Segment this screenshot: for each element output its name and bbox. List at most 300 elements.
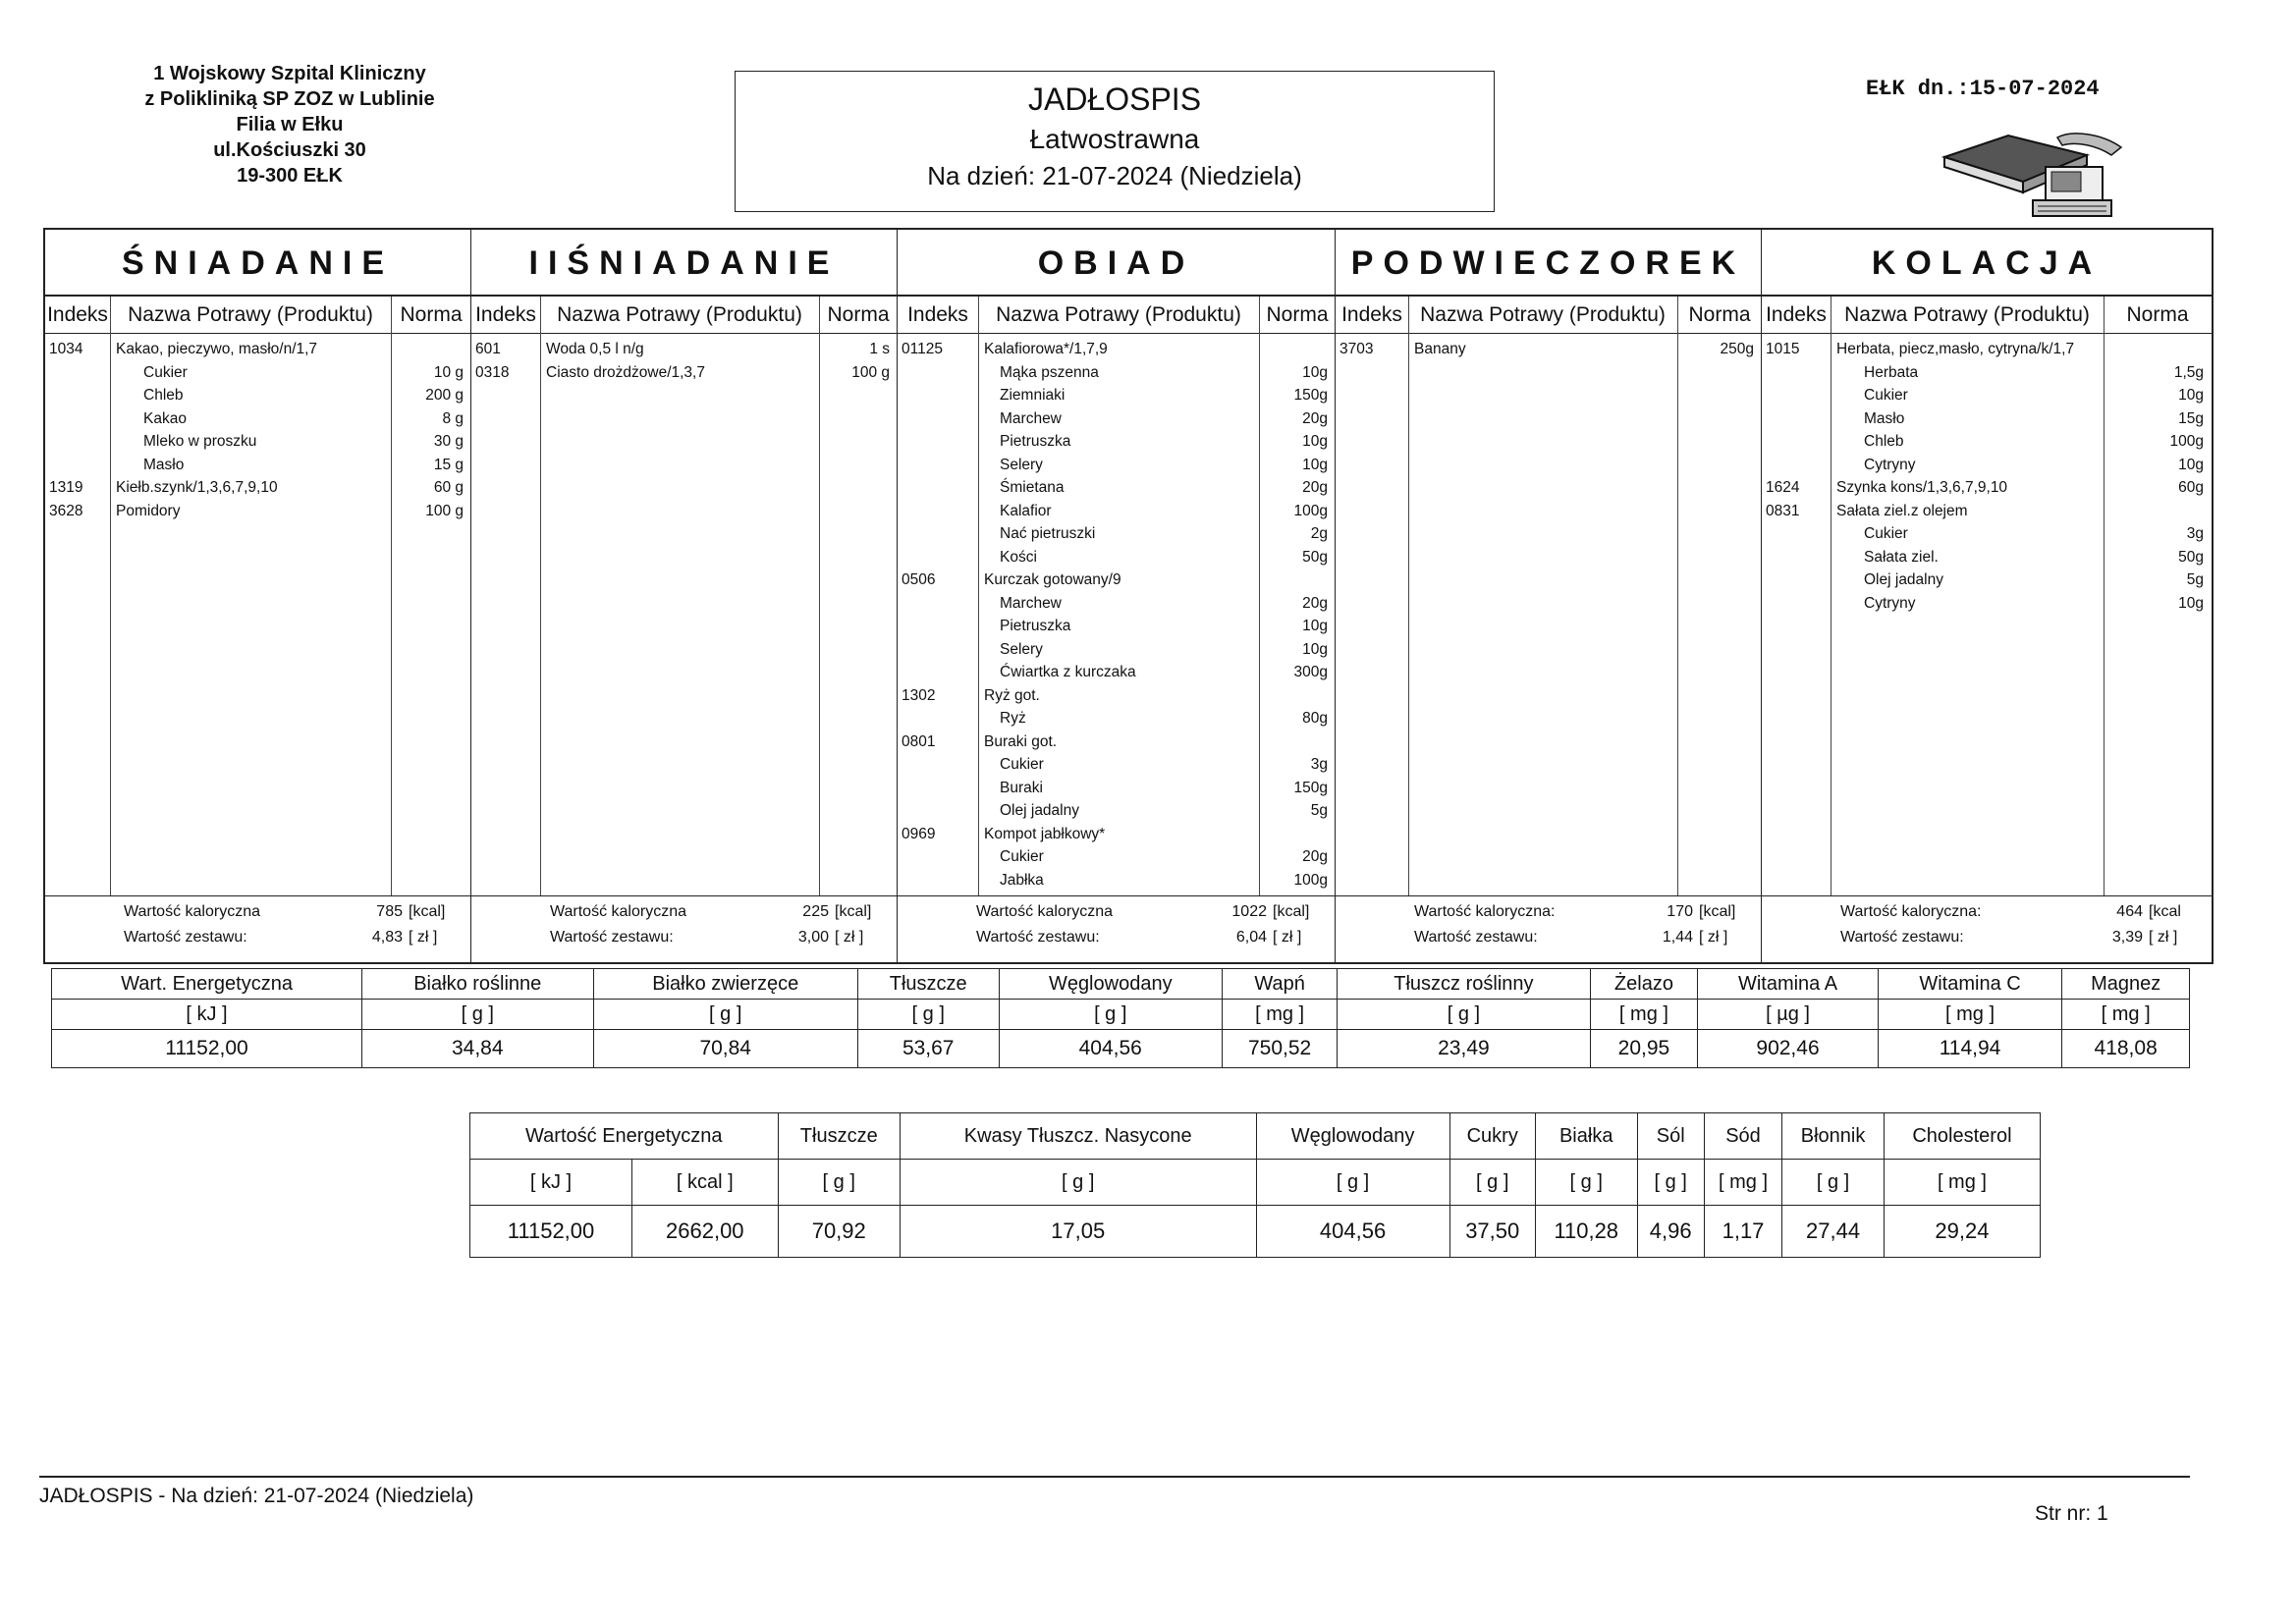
ingredient-name: Jabłka — [1000, 871, 1044, 889]
summary-divider — [471, 895, 897, 896]
meal-title: OBIAD — [898, 230, 1335, 297]
diet-name: Łatwostrawna — [1029, 124, 1200, 154]
ingredient-name: Selery — [1000, 456, 1043, 473]
ingredient-name: Selery — [1000, 640, 1043, 658]
item-norm: 10g — [1302, 618, 1328, 634]
nutrient-header: Tłuszcze — [778, 1113, 900, 1160]
nutrient-header: Sód — [1704, 1113, 1781, 1160]
header-norm: Norma — [1688, 303, 1751, 326]
kcal-value: 464 — [2116, 903, 2143, 920]
meal-column-0 — [45, 230, 471, 962]
nutrient-value: 17,05 — [900, 1206, 1256, 1258]
meal-item — [471, 338, 897, 361]
nutrient-header: Kwasy Tłuszcz. Nasycone — [900, 1113, 1256, 1160]
item-norm: 100g — [1293, 871, 1328, 889]
meal-item — [898, 707, 1335, 730]
nutrient-unit: [ mg ] — [1223, 1000, 1338, 1030]
summary-divider — [45, 895, 470, 896]
header-index: Indeks — [907, 303, 968, 326]
nutrient-unit: [ kJ ] — [52, 1000, 362, 1030]
meal-column-4 — [1762, 230, 2212, 962]
meal-item — [898, 753, 1335, 777]
nutrient-value: 23,49 — [1338, 1030, 1590, 1068]
header-index: Indeks — [47, 303, 108, 326]
meal-item — [45, 361, 470, 385]
meal-item — [1762, 361, 2212, 385]
item-index: 1302 — [902, 686, 936, 704]
cost-unit: [ zł ] — [835, 929, 864, 946]
nutrient-header: Tłuszcze — [857, 969, 999, 1000]
dish-name: Szynka kons/1,3,6,7,9,10 — [1836, 479, 2008, 496]
column-divider — [1677, 297, 1678, 895]
meal-item — [898, 500, 1335, 523]
column-headers — [898, 297, 1335, 334]
item-norm: 150g — [1293, 387, 1328, 404]
page-title: JADŁOSPIS — [1027, 81, 1202, 117]
meal-item — [898, 799, 1335, 823]
item-index: 3628 — [49, 502, 83, 519]
meal-item — [898, 361, 1335, 385]
nutrient-value: 29,24 — [1884, 1206, 2040, 1258]
meal-item — [1336, 338, 1761, 361]
cost-unit: [ zł ] — [409, 929, 438, 946]
nutrient-value: 20,95 — [1590, 1030, 1698, 1068]
ingredient-name: Cytryny — [1864, 594, 1916, 612]
ingredient-name: Olej jadalny — [1864, 571, 1943, 588]
meal-item — [898, 407, 1335, 431]
meal-title: ŚNIADANIE — [45, 230, 470, 297]
ingredient-name: Olej jadalny — [1000, 802, 1079, 819]
header-index: Indeks — [475, 303, 536, 326]
item-norm: 60g — [2178, 479, 2204, 496]
ingredient-name: Chleb — [1864, 433, 1904, 450]
hospital-postcode: 19-300 EŁK — [237, 165, 343, 187]
ingredient-name: Śmietana — [1000, 479, 1065, 496]
nutrient-value: 1,17 — [1704, 1206, 1781, 1258]
cost-value: 3,39 — [2111, 929, 2143, 946]
meal-item — [898, 430, 1335, 454]
nutrient-value: 404,56 — [1256, 1206, 1449, 1258]
nutrient-value: 4,96 — [1637, 1206, 1704, 1258]
meal-item — [898, 592, 1335, 616]
meal-item — [898, 638, 1335, 662]
ingredient-name: Cukier — [143, 363, 188, 381]
item-norm: 300g — [1293, 664, 1328, 680]
nutrient-header: Węglowodany — [1256, 1113, 1449, 1160]
meal-item — [45, 430, 470, 454]
header-norm: Norma — [2126, 303, 2189, 326]
item-index: 0318 — [475, 363, 510, 381]
kcal-value: 1022 — [1231, 903, 1267, 920]
cost-value: 1,44 — [1662, 929, 1693, 946]
nutrient-unit: [ g ] — [1256, 1160, 1449, 1206]
dish-name: Buraki got. — [984, 732, 1058, 750]
dish-name: Ciasto drożdżowe/1,3,7 — [546, 363, 705, 381]
hospital-subname: z Polikliniką SP ZOZ w Lublinie — [144, 88, 435, 110]
nutrient-value: 110,28 — [1535, 1206, 1637, 1258]
item-norm: 10g — [1302, 456, 1328, 473]
meal-item — [898, 845, 1335, 869]
item-norm: 60 g — [433, 479, 464, 496]
nutrient-unit: [ g ] — [1535, 1160, 1637, 1206]
cost-label: Wartość zestawu: — [124, 929, 247, 946]
item-norm: 150g — [1293, 779, 1328, 796]
ingredient-name: Cukier — [1000, 756, 1044, 773]
print-date: EŁK dn.:15-07-2024 — [1866, 77, 2100, 101]
nutrient-unit: [ mg ] — [1704, 1160, 1781, 1206]
meal-item — [1762, 568, 2212, 592]
meal-item — [45, 338, 470, 361]
meal-item — [1762, 430, 2212, 454]
nutrient-value: 27,44 — [1782, 1206, 1885, 1258]
kcal-unit: [kcal — [2149, 903, 2181, 920]
cost-value: 3,00 — [797, 929, 829, 946]
nutrient-unit: [ g ] — [1449, 1160, 1535, 1206]
nutrient-unit: [ g ] — [1782, 1160, 1885, 1206]
header-index: Indeks — [1341, 303, 1402, 326]
item-norm: 20g — [1302, 409, 1328, 427]
item-norm: 30 g — [433, 433, 464, 450]
dish-name: Sałata ziel.z olejem — [1836, 502, 1968, 519]
item-norm: 20g — [1302, 594, 1328, 612]
nutrient-header: Wart. Energetyczna — [52, 969, 362, 1000]
nutrient-value: 418,08 — [2062, 1030, 2190, 1068]
item-norm: 8 g — [442, 409, 464, 427]
title-box — [735, 71, 1495, 212]
nutrient-unit: [ g ] — [1338, 1000, 1590, 1030]
header-name: Nazwa Potrawy (Produktu) — [996, 303, 1241, 326]
item-norm: 20g — [1302, 479, 1328, 496]
item-index: 0801 — [902, 732, 936, 750]
ingredient-name: Kości — [1000, 548, 1037, 566]
nutrient-value: 34,84 — [362, 1030, 594, 1068]
dish-name: Ryż got. — [984, 686, 1040, 704]
ingredient-name: Masło — [1864, 409, 1905, 427]
meal-item — [1762, 384, 2212, 407]
item-index: 3703 — [1339, 341, 1374, 357]
nutrient-header: Cukry — [1449, 1113, 1535, 1160]
item-index: 1015 — [1766, 341, 1800, 357]
ingredient-name: Marchew — [1000, 409, 1062, 427]
ingredient-name: Kalafior — [1000, 502, 1052, 519]
dish-name: Kiełb.szynk/1,3,6,7,9,10 — [116, 479, 278, 496]
item-index: 1624 — [1766, 479, 1800, 496]
column-headers — [45, 297, 470, 334]
hospital-branch: Filia w Ełku — [236, 114, 344, 135]
header-norm: Norma — [1266, 303, 1329, 326]
meal-items — [898, 338, 1335, 892]
cost-unit: [ zł ] — [2149, 929, 2178, 946]
ingredient-name: Cytryny — [1864, 456, 1916, 473]
menu-date: Na dzień: 21-07-2024 (Niedziela) — [927, 161, 1302, 190]
meal-items — [45, 338, 470, 522]
ingredient-name: Masło — [143, 456, 185, 473]
book-computer-icon — [1940, 128, 2126, 221]
meal-column-3 — [1336, 230, 1762, 962]
column-headers — [1336, 297, 1761, 334]
item-norm: 10g — [2178, 456, 2204, 473]
meal-item — [898, 384, 1335, 407]
footer-title: JADŁOSPIS - Na dzień: 21-07-2024 (Niedziela) — [39, 1485, 474, 1507]
dish-name: Banany — [1414, 341, 1466, 357]
cost-label: Wartość zestawu: — [976, 929, 1100, 946]
cost-label: Wartość zestawu: — [1840, 929, 1964, 946]
nutrient-value: 902,46 — [1698, 1030, 1879, 1068]
meal-item — [898, 546, 1335, 569]
nutrient-unit: [ kJ ] — [470, 1160, 632, 1206]
ingredient-name: Pietruszka — [1000, 618, 1071, 634]
cost-value: 6,04 — [1235, 929, 1267, 946]
nutrient-value: 53,67 — [857, 1030, 999, 1068]
nutrition-facts-table — [469, 1112, 2041, 1258]
nutrient-header: Białka — [1535, 1113, 1637, 1160]
ingredient-name: Mąka pszenna — [1000, 363, 1099, 381]
meal-column-1 — [471, 230, 898, 962]
nutrient-value: 404,56 — [999, 1030, 1223, 1068]
ingredient-name: Marchew — [1000, 594, 1062, 612]
nutrient-value: 11152,00 — [52, 1030, 362, 1068]
kcal-label: Wartość kaloryczna — [976, 903, 1113, 920]
ingredient-name: Chleb — [143, 387, 184, 404]
item-index: 1034 — [49, 341, 83, 357]
ingredient-name: Cukier — [1864, 387, 1908, 404]
item-norm: 100 g — [851, 363, 890, 381]
item-index: 601 — [475, 341, 501, 357]
meal-item — [898, 869, 1335, 893]
nutrients-table — [51, 968, 2190, 1068]
ingredient-name: Herbata — [1864, 363, 1919, 381]
header-norm: Norma — [400, 303, 463, 326]
cost-value: 4,83 — [371, 929, 403, 946]
meal-item — [45, 454, 470, 477]
meal-item — [1762, 338, 2212, 361]
item-norm: 10g — [1302, 363, 1328, 381]
nutrient-header: Białko roślinne — [362, 969, 594, 1000]
item-norm: 100g — [1293, 502, 1328, 519]
nutrient-unit: [ µg ] — [1698, 1000, 1879, 1030]
ingredient-name: Pietruszka — [1000, 433, 1071, 450]
meal-item — [898, 522, 1335, 546]
nutrient-value: 750,52 — [1223, 1030, 1338, 1068]
nutrient-header: Magnez — [2062, 969, 2190, 1000]
nutrient-header: Witamina C — [1878, 969, 2062, 1000]
meal-title: IIŚNIADANIE — [471, 230, 897, 297]
footer-divider — [39, 1476, 2190, 1478]
meal-item — [898, 777, 1335, 800]
item-norm: 10g — [1302, 433, 1328, 450]
meal-item — [1762, 592, 2212, 616]
item-index: 0831 — [1766, 502, 1800, 519]
kcal-label: Wartość kaloryczna: — [1414, 903, 1556, 920]
column-headers — [471, 297, 897, 334]
ingredient-name: Cukier — [1864, 525, 1908, 542]
nutrient-unit: [ g ] — [857, 1000, 999, 1030]
meal-column-2 — [898, 230, 1336, 962]
nutrient-value: 114,94 — [1878, 1030, 2062, 1068]
kcal-label: Wartość kaloryczna — [550, 903, 686, 920]
item-norm: 3g — [1310, 756, 1328, 773]
item-norm: 10 g — [433, 363, 464, 381]
item-norm: 15 g — [433, 456, 464, 473]
header-norm: Norma — [827, 303, 890, 326]
nutrient-value: 2662,00 — [632, 1206, 779, 1258]
item-norm: 5g — [2186, 571, 2204, 588]
item-norm: 100 g — [425, 502, 464, 519]
item-norm: 100g — [2169, 433, 2204, 450]
meal-item — [1762, 546, 2212, 569]
ingredient-name: Kakao — [143, 409, 187, 427]
dish-name: Pomidory — [116, 502, 181, 519]
page-number: Str nr: 1 — [2035, 1502, 2108, 1525]
ingredient-name: Mleko w proszku — [143, 433, 257, 450]
meal-item — [1762, 522, 2212, 546]
meal-title: PODWIECZOREK — [1336, 230, 1761, 297]
item-norm: 10g — [2178, 387, 2204, 404]
kcal-unit: [kcal] — [835, 903, 872, 920]
dish-name: Woda 0,5 l n/g — [546, 341, 644, 357]
ingredient-name: Nać pietruszki — [1000, 525, 1096, 542]
item-index: 01125 — [902, 341, 943, 357]
item-index: 0969 — [902, 825, 936, 842]
nutrient-header: Sól — [1637, 1113, 1704, 1160]
column-divider — [540, 297, 541, 895]
item-norm: 2g — [1310, 525, 1328, 542]
meal-item — [898, 338, 1335, 361]
nutrient-unit: [ kcal ] — [632, 1160, 779, 1206]
item-norm: 15g — [2178, 409, 2204, 427]
nutrient-header: Żelazo — [1590, 969, 1698, 1000]
nutrient-unit: [ g ] — [1637, 1160, 1704, 1206]
header-name: Nazwa Potrawy (Produktu) — [1844, 303, 2090, 326]
item-norm: 50g — [1302, 548, 1328, 566]
meal-item — [898, 476, 1335, 500]
cost-unit: [ zł ] — [1273, 929, 1302, 946]
ingredient-name: Ćwiartka z kurczaka — [1000, 664, 1136, 680]
meal-item — [898, 730, 1335, 754]
nutrient-unit: [ mg ] — [1878, 1000, 2062, 1030]
header-index: Indeks — [1766, 303, 1827, 326]
nutrient-header: Wapń — [1223, 969, 1338, 1000]
meal-item — [45, 476, 470, 500]
kcal-value: 225 — [802, 903, 829, 920]
meal-item — [898, 568, 1335, 592]
nutrient-unit: [ g ] — [362, 1000, 594, 1030]
nutrient-header: Wartość Energetyczna — [470, 1113, 779, 1160]
item-norm: 50g — [2178, 548, 2204, 566]
hospital-address — [79, 61, 501, 189]
item-norm: 5g — [1310, 802, 1328, 819]
ingredient-name: Ziemniaki — [1000, 387, 1066, 404]
dish-name: Kalafiorowa*/1,7,9 — [984, 341, 1108, 357]
summary-divider — [898, 895, 1335, 896]
ingredient-name: Ryż — [1000, 710, 1026, 727]
item-norm: 200 g — [425, 387, 464, 404]
nutrient-header: Węglowodany — [999, 969, 1223, 1000]
item-norm: 3g — [2186, 525, 2204, 542]
meal-item — [898, 823, 1335, 846]
ingredient-name: Cukier — [1000, 848, 1044, 865]
dish-name: Kakao, pieczywo, masło/n/1,7 — [116, 341, 318, 357]
meal-item — [1762, 500, 2212, 523]
ingredient-name: Sałata ziel. — [1864, 548, 1939, 566]
kcal-value: 785 — [376, 903, 403, 920]
kcal-unit: [kcal] — [409, 903, 446, 920]
meal-item — [898, 454, 1335, 477]
meal-item — [45, 500, 470, 523]
kcal-unit: [kcal] — [1273, 903, 1310, 920]
item-index: 1319 — [49, 479, 83, 496]
item-norm: 10g — [1302, 640, 1328, 658]
meal-items — [471, 338, 897, 384]
nutrient-value: 37,50 — [1449, 1206, 1535, 1258]
item-norm: 10g — [2178, 594, 2204, 612]
nutrient-unit: [ mg ] — [1884, 1160, 2040, 1206]
meal-item — [898, 615, 1335, 638]
kcal-label: Wartość kaloryczna — [124, 903, 260, 920]
meals-grid — [43, 228, 2214, 964]
meal-item — [1762, 407, 2212, 431]
meal-item — [898, 684, 1335, 708]
dish-name: Herbata, piecz,masło, cytryna/k/1,7 — [1836, 341, 2075, 357]
summary-divider — [1762, 895, 2212, 896]
meal-item — [471, 361, 897, 385]
meal-item — [45, 384, 470, 407]
header-name: Nazwa Potrawy (Produktu) — [128, 303, 373, 326]
nutrient-header: Błonnik — [1782, 1113, 1885, 1160]
nutrient-unit: [ g ] — [900, 1160, 1256, 1206]
kcal-unit: [kcal] — [1699, 903, 1736, 920]
meal-items — [1336, 338, 1761, 361]
nutrient-value: 70,84 — [593, 1030, 857, 1068]
meal-item — [1762, 476, 2212, 500]
meal-item — [898, 661, 1335, 684]
column-headers — [1762, 297, 2212, 334]
meal-title: KOLACJA — [1762, 230, 2212, 297]
header-name: Nazwa Potrawy (Produktu) — [1420, 303, 1666, 326]
header-name: Nazwa Potrawy (Produktu) — [557, 303, 802, 326]
column-divider — [1408, 297, 1409, 895]
cost-label: Wartość zestawu: — [550, 929, 674, 946]
ingredient-name: Buraki — [1000, 779, 1043, 796]
nutrient-header: Tłuszcz roślinny — [1338, 969, 1590, 1000]
nutrient-header: Cholesterol — [1884, 1113, 2040, 1160]
kcal-label: Wartość kaloryczna: — [1840, 903, 1982, 920]
cost-label: Wartość zestawu: — [1414, 929, 1538, 946]
item-index: 0506 — [902, 571, 936, 588]
item-norm: 250g — [1720, 341, 1754, 357]
nutrient-unit: [ g ] — [999, 1000, 1223, 1030]
nutrient-header: Białko zwierzęce — [593, 969, 857, 1000]
hospital-street: ul.Kościuszki 30 — [213, 139, 366, 161]
item-norm: 1,5g — [2173, 363, 2204, 381]
nutrient-value: 11152,00 — [470, 1206, 632, 1258]
meal-items — [1762, 338, 2212, 615]
item-norm: 80g — [1302, 710, 1328, 727]
kcal-value: 170 — [1667, 903, 1693, 920]
dish-name: Kompot jabłkowy* — [984, 825, 1106, 842]
meal-item — [45, 407, 470, 431]
nutrient-value: 70,92 — [778, 1206, 900, 1258]
item-norm: 20g — [1302, 848, 1328, 865]
nutrient-unit: [ mg ] — [1590, 1000, 1698, 1030]
nutrient-unit: [ g ] — [593, 1000, 857, 1030]
nutrient-unit: [ g ] — [778, 1160, 900, 1206]
meal-item — [1762, 454, 2212, 477]
summary-divider — [1336, 895, 1761, 896]
item-norm: 1 s — [869, 341, 890, 357]
hospital-name: 1 Wojskowy Szpital Kliniczny — [153, 63, 426, 84]
nutrient-unit: [ mg ] — [2062, 1000, 2190, 1030]
